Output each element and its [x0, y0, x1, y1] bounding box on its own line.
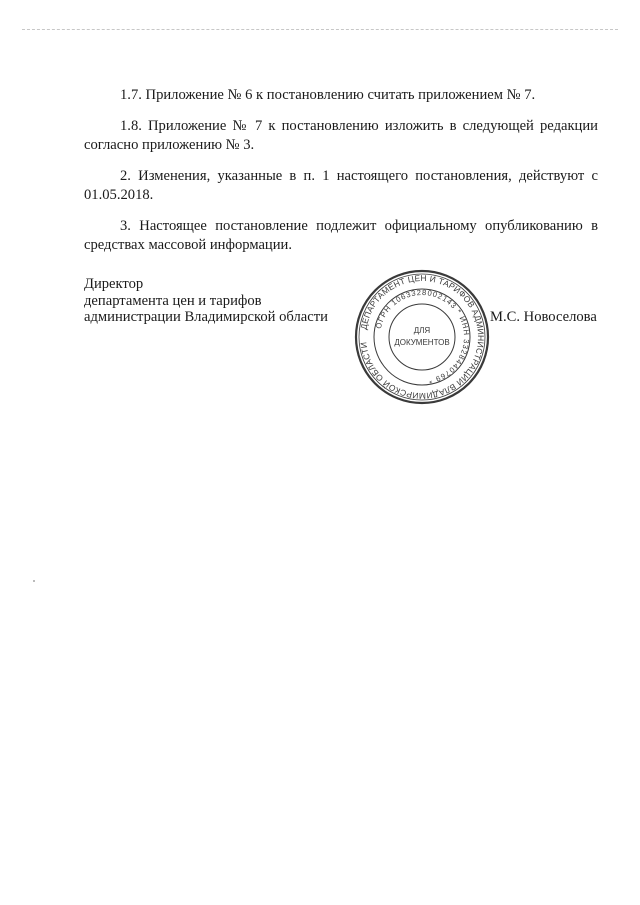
official-seal — [352, 267, 492, 407]
paragraph-1-8: 1.8. Приложение № 7 к постановлению изложить в следующей редакции согласно приложению № 3. — [84, 118, 598, 153]
document-body — [84, 86, 598, 267]
paragraph-3: 3. Настоящее постановление подлежит официальному опубликованию в средствах массовой информации. — [84, 218, 598, 253]
seal-outer-text: ДЕПАРТАМЕНТ ЦЕН И ТАРИФОВ АДМИНИСТРАЦИИ ВЛАДИМИРСКОЙ ОБЛАСТИ — [358, 272, 487, 402]
scan-artifact-line — [22, 29, 618, 30]
signature-department: департамента цен и тарифов — [84, 292, 262, 309]
signatory-name: М.С. Новоселова — [490, 309, 597, 325]
signature-block — [84, 276, 328, 326]
paragraph-1-7: 1.7. Приложение № 6 к постановлению считать приложением № 7. — [120, 87, 536, 103]
signature-position: Директор — [84, 276, 144, 292]
seal-center-line2: ДОКУМЕНТОВ — [394, 338, 450, 347]
signature-administration: администрации Владимирской области — [84, 309, 328, 325]
scan-speck — [33, 580, 35, 582]
seal-inner-text: ОГРН 1063328002143 * ИНН 3328440769 * — [373, 287, 472, 386]
paragraph-2: 2. Изменения, указанные в п. 1 настоящего постановления, действуют с 01.05.2018. — [84, 168, 598, 203]
seal-center-line1: ДЛЯ — [413, 326, 431, 335]
